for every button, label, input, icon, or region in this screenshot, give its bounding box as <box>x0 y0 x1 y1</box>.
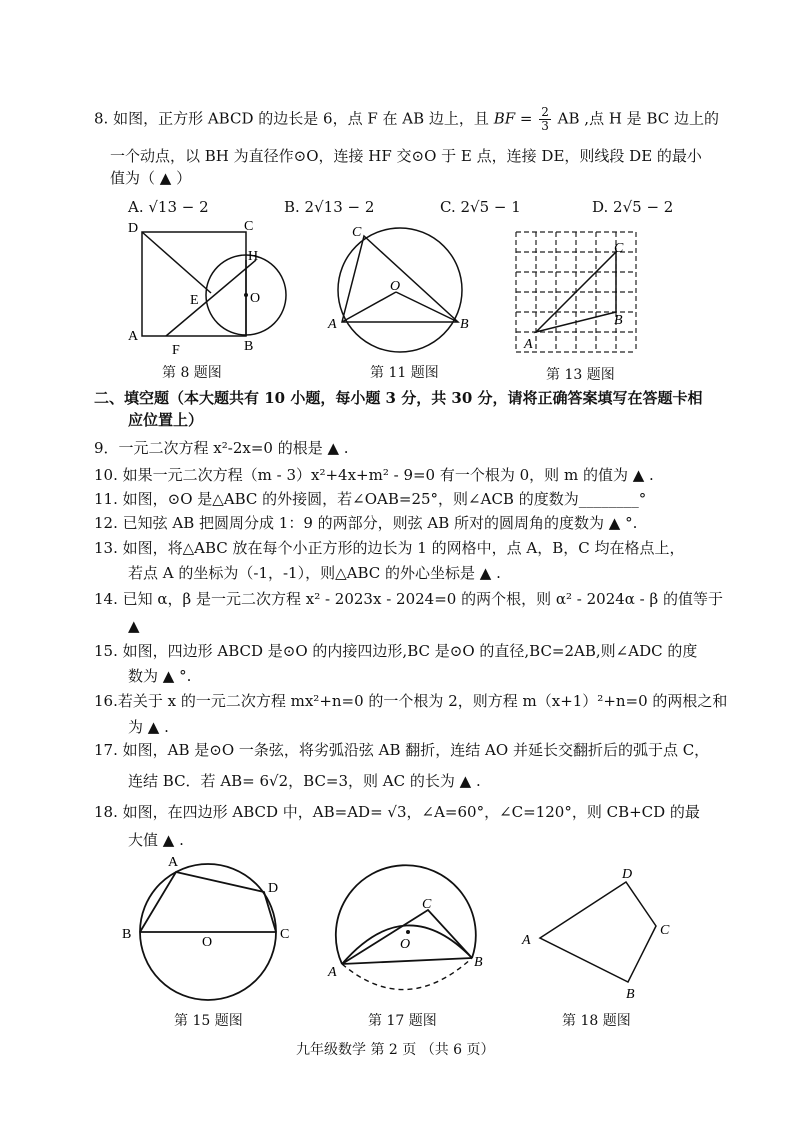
question-18: 18. 如图，在四边形 ABCD 中，AB=AD= √3，∠A=60°，∠C=120°，则 CB+CD 的最 <box>94 803 700 821</box>
section-2-heading: 二、填空题（本大题共有 10 小题，每小题 3 分，共 30 分，请将正确答案填写在答题卡相 <box>94 389 703 407</box>
section-2-heading-cont: 应位置上） <box>128 411 204 429</box>
label-a: A <box>522 933 531 948</box>
figure-8 <box>124 220 294 360</box>
label-d: D <box>128 221 139 236</box>
figure-11 <box>326 220 476 360</box>
label-c: C <box>352 225 362 240</box>
caption-13: 第 13 题图 <box>546 367 615 383</box>
q8-line-1: 8. 如图，正方形 ABCD 的边长是 6，点 F 在 AB 边上，且 BF = $\frac{2}{3}$ AB ,点 H 是 BC 边上的 <box>94 105 719 133</box>
question-18-cont: 大值 ▲ . <box>128 831 184 849</box>
question-12: 12. 已知弦 AB 把圆周分成 1：9 的两部分，则弦 AB 所对的圆周角的度数为 ▲ °. <box>94 514 638 532</box>
label-a: A <box>524 337 533 352</box>
label-d: D <box>622 867 633 882</box>
question-15-cont: 数为 ▲ °. <box>128 667 192 685</box>
figure-15 <box>118 850 308 1010</box>
question-9: 9．一元二次方程 x²-2x=0 的根是 ▲ . <box>94 439 349 457</box>
label-o: O <box>202 935 213 950</box>
label-a: A <box>168 855 179 870</box>
figure-18 <box>516 860 686 1010</box>
q8-option-a: A. √13 − 2 <box>128 198 209 216</box>
question-14: 14. 已知 α，β 是一元二次方程 x² - 2023x - 2024=0 的两个根，则 α² - 2024α - β 的值等于 <box>94 590 723 608</box>
caption-18: 第 18 题图 <box>562 1013 631 1029</box>
question-13-cont: 若点 A 的坐标为（-1，-1），则△ABC 的外心坐标是 ▲ . <box>128 564 501 582</box>
caption-17: 第 17 题图 <box>368 1013 437 1029</box>
question-16: 16.若关于 x 的一元二次方程 mx²+n=0 的一个根为 2，则方程 m（x+1）²+n=0 的两根之和 <box>94 692 728 710</box>
question-11: 11. 如图，⊙O 是△ABC 的外接圆，若∠OAB=25°，则∠ACB 的度数为________° <box>94 490 647 508</box>
label-b: B <box>122 927 132 942</box>
label-b: B <box>626 987 635 1002</box>
question-13: 13. 如图，将△ABC 放在每个小正方形的边长为 1 的网格中，点 A，B，C 均在格点上， <box>94 539 685 557</box>
page-footer: 九年级数学 第 2 页 （共 6 页） <box>296 1042 495 1058</box>
question-17-cont: 连结 BC．若 AB= 6√2，BC=3，则 AC 的长为 ▲ . <box>128 772 481 790</box>
label-e: E <box>190 293 199 308</box>
label-h: H <box>248 249 259 264</box>
label-o: O <box>400 937 411 952</box>
q8-option-b: B. 2√13 − 2 <box>284 198 375 216</box>
label-c: C <box>614 241 624 256</box>
question-17: 17. 如图，AB 是⊙O 一条弦，将劣弧沿弦 AB 翻折，连结 AO 并延长交翻折后的弧于点 C， <box>94 741 710 759</box>
fraction-two-thirds: $\frac{2}{3}$ <box>541 105 549 133</box>
question-16-cont: 为 ▲ . <box>128 718 169 736</box>
label-o: O <box>390 279 401 294</box>
q8-option-c: C. 2√5 − 1 <box>440 198 521 216</box>
label-b: B <box>614 313 623 328</box>
q8-line-3: 值为（ ▲ ） <box>110 169 192 187</box>
label-f: F <box>172 343 180 358</box>
caption-8: 第 8 题图 <box>162 365 222 381</box>
label-o: O <box>250 291 261 306</box>
label-c: C <box>244 220 254 234</box>
question-14-cont: ▲ <box>128 617 140 635</box>
caption-15: 第 15 题图 <box>174 1013 243 1029</box>
label-a: A <box>128 329 139 344</box>
question-10: 10. 如果一元二次方程（m - 3）x²+4x+m² - 9=0 有一个根为 0，则 m 的值为 ▲ . <box>94 466 654 484</box>
label-d: D <box>268 881 279 896</box>
label-a: A <box>328 317 337 332</box>
label-c: C <box>660 923 670 938</box>
q8-line-2: 一个动点，以 BH 为直径作⊙O，连接 HF 交⊙O 于 E 点，连接 DE，则线段 DE 的最小 <box>110 147 702 165</box>
label-b: B <box>474 955 483 970</box>
label-b: B <box>460 317 469 332</box>
question-15: 15. 如图，四边形 ABCD 是⊙O 的内接四边形,BC 是⊙O 的直径,BC=2AB,则∠ADC 的度 <box>94 642 698 660</box>
label-c: C <box>280 927 290 942</box>
q8-option-d: D. 2√5 − 2 <box>592 198 674 216</box>
label-b: B <box>244 339 254 354</box>
label-a: A <box>328 965 337 980</box>
figure-17 <box>322 850 502 1010</box>
label-c: C <box>422 897 432 912</box>
figure-13 <box>510 226 650 356</box>
caption-11: 第 11 题图 <box>370 365 439 381</box>
